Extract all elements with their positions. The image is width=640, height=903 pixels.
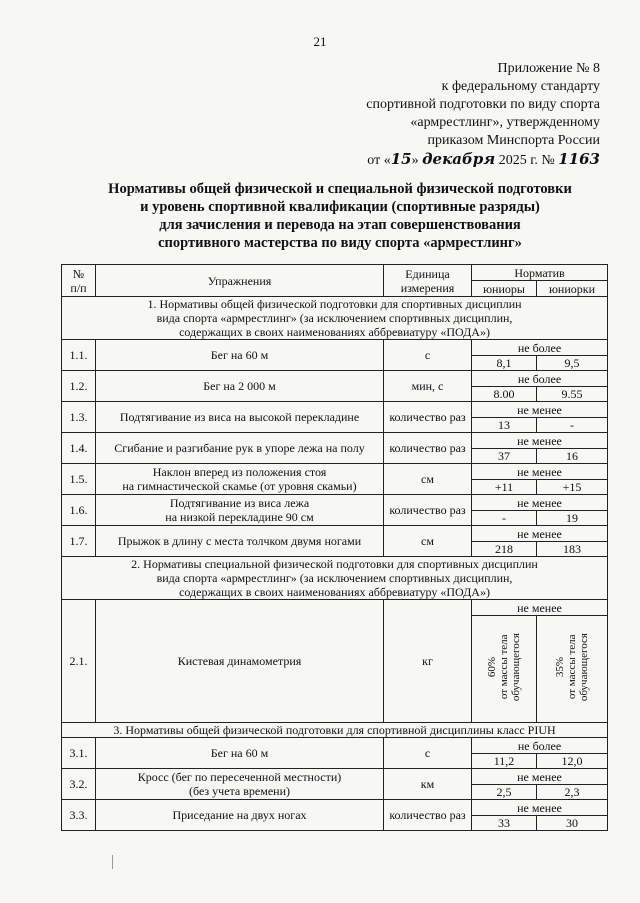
value-juniors-f: 9,5 [537, 356, 608, 371]
unit: количество раз [384, 402, 472, 433]
norm-qualifier: не менее [472, 526, 608, 542]
exercise-name: Подтягивание из виса лежа на низкой перекладине 90 см [96, 495, 384, 526]
value-juniors-m: 8,1 [472, 356, 537, 371]
norm-qualifier: не более [472, 371, 608, 387]
row-num: 3.1. [62, 738, 96, 769]
norm-qualifier: не менее [472, 402, 608, 418]
row-num: 1.3. [62, 402, 96, 433]
unit: см [384, 464, 472, 495]
norm-qualifier: не менее [472, 495, 608, 511]
header-num: № п/п [62, 265, 96, 297]
row-num: 3.2. [62, 769, 96, 800]
rotated-value: 35% от массы тела обучающегося [554, 633, 590, 702]
unit: количество раз [384, 433, 472, 464]
exercise-name: Прыжок в длину с места толчком двумя ногами [96, 526, 384, 557]
value-juniors-f: 19 [537, 511, 608, 526]
exercise-name: Сгибание и разгибание рук в упоре лежа на полу [96, 433, 384, 464]
row-num: 1.5. [62, 464, 96, 495]
norm-qualifier: не менее [472, 433, 608, 449]
norm-qualifier: не менее [472, 769, 608, 785]
value-juniors-f: 30 [537, 816, 608, 831]
value-juniors-m [472, 616, 537, 723]
value-juniors-m: 37 [472, 449, 537, 464]
unit: с [384, 738, 472, 769]
exercise-name: Наклон вперед из положения стоя на гимнастической скамье (от уровня скамьи) [96, 464, 384, 495]
value-juniors-m: 11,2 [472, 754, 537, 769]
value-juniors-f: +15 [537, 480, 608, 495]
exercise-name: Подтягивание из виса на высокой перекладине [96, 402, 384, 433]
exercise-name: Кросс (бег по пересеченной местности) (без учета времени) [96, 769, 384, 800]
rotated-value: 60% от массы тела обучающегося [486, 633, 522, 702]
header-norm: Норматив [472, 265, 608, 281]
appendix-title: Приложение № 8 [497, 61, 600, 76]
unit: см [384, 526, 472, 557]
handwritten-day: 15 [390, 150, 412, 168]
section-3-header: 3. Нормативы общей физической подготовки для спортивной дисциплины класс PIUH [62, 723, 608, 738]
appendix-standard: к федеральному стандарту [441, 79, 600, 94]
unit: количество раз [384, 495, 472, 526]
row-num: 2.1. [62, 600, 96, 723]
norm-qualifier: не менее [472, 800, 608, 816]
unit: км [384, 769, 472, 800]
value-juniors-m: - [472, 511, 537, 526]
unit: с [384, 340, 472, 371]
value-juniors-m: 13 [472, 418, 537, 433]
unit: количество раз [384, 800, 472, 831]
value-juniors-m: 33 [472, 816, 537, 831]
exercise-name: Бег на 60 м [96, 340, 384, 371]
value-juniors-f: 9.55 [537, 387, 608, 402]
row-num: 3.3. [62, 800, 96, 831]
exercise-name: Бег на 2 000 м [96, 371, 384, 402]
value-juniors-m: 218 [472, 542, 537, 557]
exercise-name: Приседание на двух ногах [96, 800, 384, 831]
section-1-header: 1. Нормативы общей физической подготовки для спортивных дисциплин вида спорта «армрестлинг» (за исключением спортивных дисциплин, содержащих в своих наименованиях аббревиатуру «ПОДА») [62, 297, 608, 340]
appendix-header [330, 60, 600, 170]
norms-table [61, 264, 608, 831]
value-juniors-m: 2,5 [472, 785, 537, 800]
value-juniors-f: 183 [537, 542, 608, 557]
value-juniors-f: - [537, 418, 608, 433]
value-juniors-f: 2,3 [537, 785, 608, 800]
document-title: Нормативы общей физической и специальной физической подготовки и уровень спортивной квалификации (спортивные разряды) для зачисления и перевода на этап совершенствования спортивного мастерства по виду спорта «армрестлинг» [108, 181, 572, 251]
appendix-approved: «армрестлинг», утвержденному [410, 115, 600, 130]
exercise-name: Кистевая динамометрия [96, 600, 384, 723]
row-num: 1.1. [62, 340, 96, 371]
value-juniors-f: 12,0 [537, 754, 608, 769]
appendix-order: приказом Минспорта России [427, 133, 600, 148]
header-exercise: Упражнения [96, 265, 384, 297]
handwritten-month: декабря [422, 150, 496, 168]
norm-qualifier: не менее [472, 464, 608, 480]
value-juniors-m: +11 [472, 480, 537, 495]
handwritten-number: 1163 [558, 150, 600, 168]
norm-qualifier: не более [472, 340, 608, 356]
norm-qualifier: не менее [472, 600, 608, 616]
row-num: 1.4. [62, 433, 96, 464]
value-juniors-f [537, 616, 608, 723]
header-juniors-f: юниорки [537, 281, 608, 297]
header-unit: Единица измерения [384, 265, 472, 297]
appendix-date-line: от «15» декабря 2025 г. № 1163 [367, 150, 600, 168]
margin-mark [112, 855, 113, 869]
value-juniors-m: 8.00 [472, 387, 537, 402]
row-num: 1.7. [62, 526, 96, 557]
exercise-name: Бег на 60 м [96, 738, 384, 769]
page-number: 21 [313, 34, 327, 49]
row-num: 1.2. [62, 371, 96, 402]
section-2-header: 2. Нормативы специальной физической подготовки для спортивных дисциплин вида спорта «армрестлинг» (за исключением спортивных дисциплин, содержащих в своих наименованиях аббревиатуру «ПОДА») [62, 557, 608, 600]
value-juniors-f: 16 [537, 449, 608, 464]
norm-qualifier: не более [472, 738, 608, 754]
row-num: 1.6. [62, 495, 96, 526]
header-juniors-m: юниоры [472, 281, 537, 297]
unit: кг [384, 600, 472, 723]
unit: мин, с [384, 371, 472, 402]
appendix-sport: спортивной подготовки по виду спорта [366, 97, 600, 112]
